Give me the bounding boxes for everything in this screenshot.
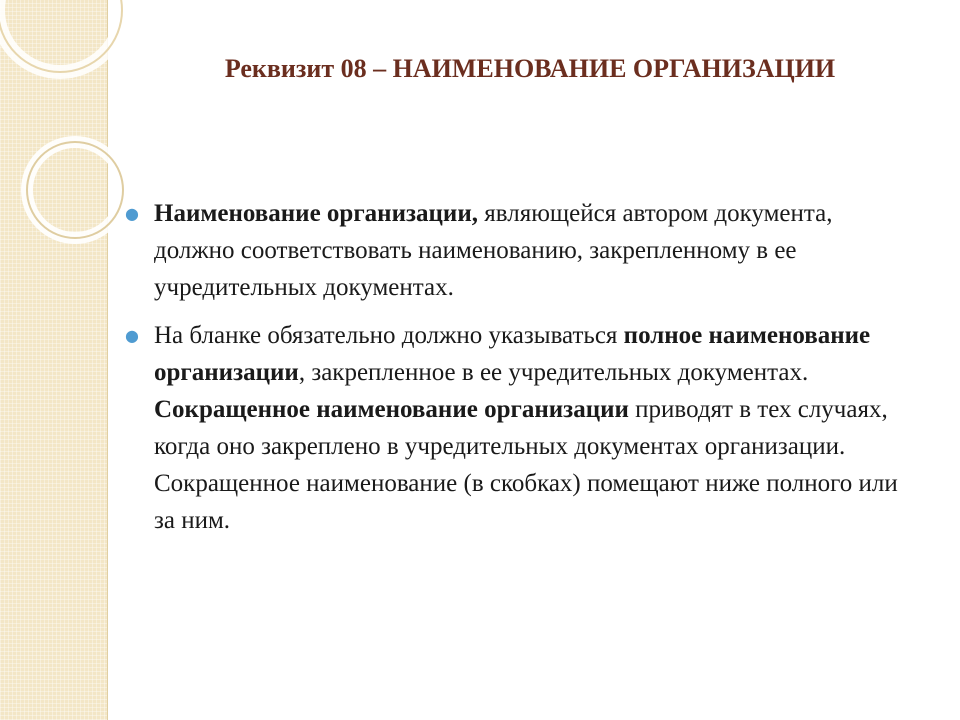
bold-text: Сокращенное наименование организации xyxy=(154,396,629,423)
body-text: На бланке обязательно должно указываться xyxy=(154,322,624,349)
list-item xyxy=(125,195,915,306)
slide-title: Реквизит 08 – НАИМЕНОВАНИЕ ОРГАНИЗАЦИИ xyxy=(224,54,836,83)
bold-text: Наименование организации, xyxy=(154,200,478,227)
body-text: , закрепленное в ее учредительных документах. xyxy=(298,359,809,386)
list-item xyxy=(125,317,915,539)
body-text: являющейся автором документа, должно соответствовать наименованию, закрепленному в ее учредительных документах. xyxy=(154,200,833,301)
bullet-dot-icon: ● xyxy=(125,326,139,345)
bullet-dot-icon: ● xyxy=(125,204,139,223)
bold-text: полное наименование организации xyxy=(154,322,871,386)
bullet-list xyxy=(125,195,915,550)
body-text: приводят в тех случаях, когда оно закреплено в учредительных документах организации. Сокращенное наименование (в скобках) помещают ниже полного или за ним. xyxy=(154,396,898,534)
